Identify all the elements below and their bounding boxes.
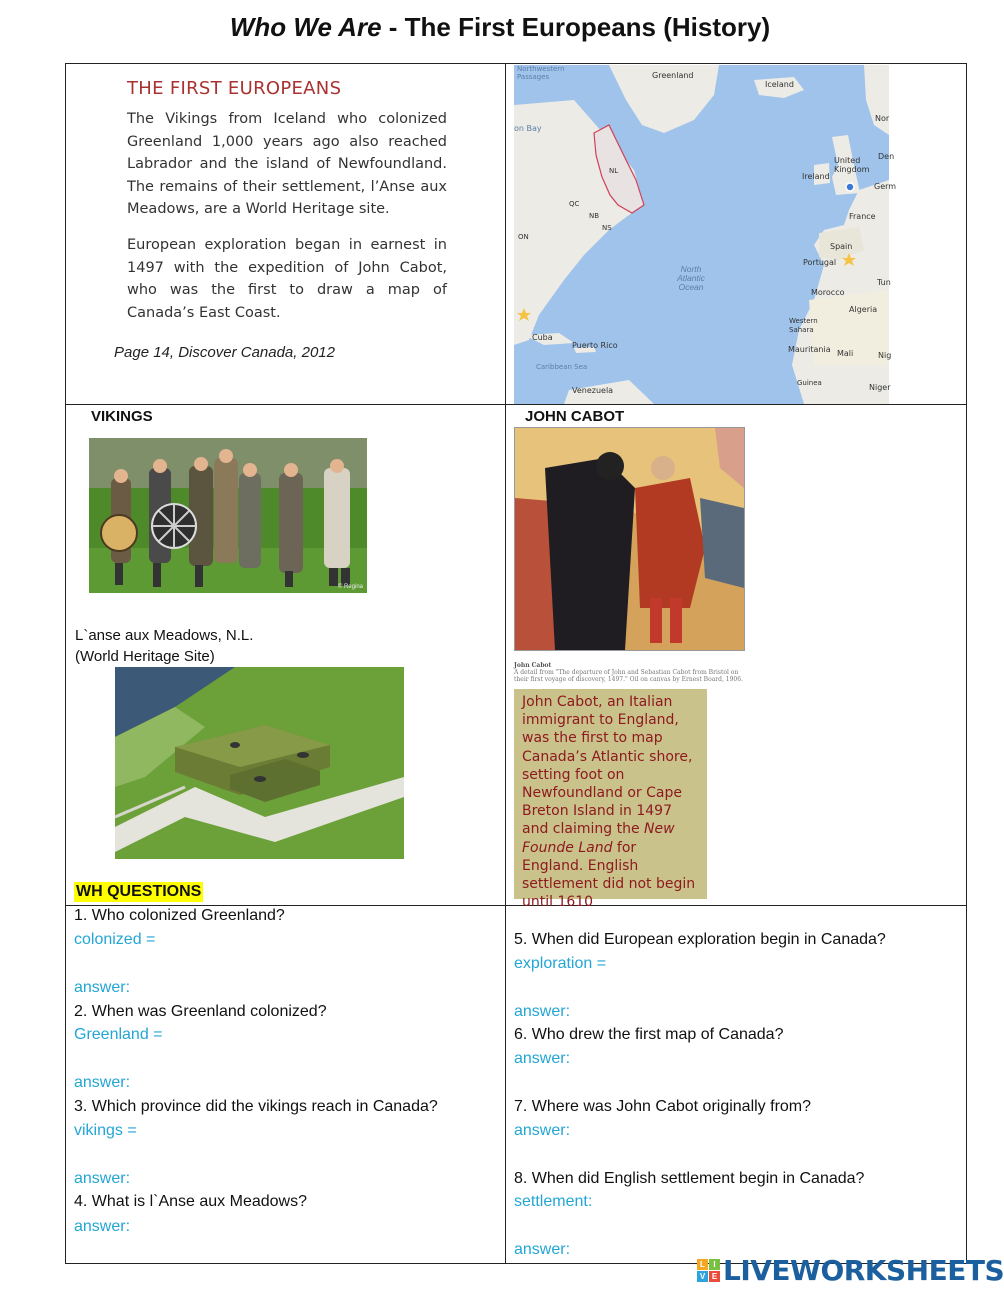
anse-aux-meadows-illustration (115, 667, 404, 859)
question-2: 2. When was Greenland colonized? (74, 1003, 327, 1020)
question-7: 7. Where was John Cabot originally from? (514, 1098, 812, 1115)
question-6: 6. Who drew the first map of Canada? (514, 1026, 784, 1043)
page-title (0, 12, 1000, 43)
map-label-niger: Niger (869, 383, 891, 392)
map-label-on: ON (518, 233, 529, 241)
map-label-mali: Mali (837, 349, 854, 358)
scandinavia-shape (864, 65, 889, 135)
question-5-answer[interactable]: answer: (514, 1003, 571, 1020)
column-divider (505, 63, 506, 1264)
vikings-photo (89, 438, 367, 593)
liveworksheets-logo[interactable] (697, 1254, 1004, 1286)
cabot-label: JOHN CABOT (525, 408, 625, 425)
map-label-france: France (849, 212, 876, 221)
cabot-painting-illustration (515, 428, 744, 650)
map-label-nw-passages: Northwestern Passages (517, 65, 565, 81)
row-divider-1 (65, 404, 967, 405)
map-label-nor: Nor (875, 114, 890, 123)
logo-glyph-l: L (697, 1259, 708, 1270)
question-3-answer[interactable]: answer: (74, 1170, 131, 1187)
book-citation: Page 14, Discover Canada, 2012 (114, 344, 335, 361)
question-1: 1. Who colonized Greenland? (74, 907, 285, 924)
map-label-algeria: Algeria (849, 305, 878, 314)
question-2-answer[interactable]: answer: (74, 1074, 131, 1091)
site-caption-line-2: (World Heritage Site) (75, 648, 215, 665)
ocean-line-2: Atlantic (677, 273, 705, 283)
map-label-venezuela: Venezuela (572, 386, 614, 395)
map-label-greenland: Greenland (652, 71, 694, 80)
cabot-small-caption-text: A detail from "The departure of John and Sebastian Cabot from Bristol on their first voyage of discovery, 1497." Oil on canvas by Ernest Board, 1906. (514, 669, 743, 683)
question-8: 8. When did English settlement begin in Canada? (514, 1170, 865, 1187)
title-italic: Who We Are (229, 12, 382, 42)
map-label-nb: NB (589, 212, 600, 220)
map-label-morocco: Morocco (811, 288, 845, 297)
cabot-painting (514, 427, 745, 651)
logo-glyph-i: I (709, 1259, 720, 1270)
map-label-mauritania: Mauritania (788, 345, 831, 354)
north-america-shape (514, 100, 644, 345)
map-label-spain: Spain (830, 242, 853, 251)
map-label-portugal: Portugal (803, 258, 837, 267)
map-label-tun: Tun (877, 278, 891, 287)
row-divider-2 (65, 905, 967, 906)
question-3-blank[interactable]: vikings = (74, 1122, 137, 1139)
map-label-ocean (666, 265, 716, 292)
map-label-puerto-rico: Puerto Rico (572, 341, 618, 350)
map-label-ireland: Ireland (802, 172, 830, 181)
cabot-box-text-2: for England. English settlement did not begin until 1610 (522, 839, 696, 911)
map-label-germ: Germ (874, 182, 897, 191)
map-label-nig: Nig (878, 351, 892, 360)
vikings-illustration (89, 438, 367, 593)
cabot-info-box (514, 689, 707, 911)
question-4-answer[interactable]: answer: (74, 1218, 131, 1235)
anse-aux-meadows-photo (115, 667, 404, 859)
question-8-answer[interactable]: answer: (514, 1241, 571, 1258)
book-paragraph-1: The Vikings from Iceland who colonized Greenland 1,000 years ago also reached Labrador and the island of Newfoundland. The remains of their settlement, l’Anse aux Meadows, are a World Heritage site. (127, 111, 447, 218)
atlantic-map (514, 65, 897, 404)
question-2-blank[interactable]: Greenland = (74, 1026, 163, 1043)
map-label-uk: United Kingdom (834, 156, 870, 174)
question-5: 5. When did European exploration begin in Canada? (514, 931, 886, 948)
map-label-qc: QC (569, 200, 580, 208)
cabot-small-caption (514, 662, 749, 683)
question-7-answer[interactable]: answer: (514, 1122, 571, 1139)
map-land-shapes (514, 65, 892, 404)
ocean-line-3: Ocean (678, 282, 704, 292)
map-label-den: Den (878, 152, 895, 161)
vikings-photo-credit: © Regina (337, 584, 363, 590)
ocean-line-1: North (680, 264, 702, 274)
map-label-guinea: Guinea (797, 379, 822, 387)
map-label-iceland: Iceland (765, 80, 794, 89)
book-heading: THE FIRST EUROPEANS (127, 78, 342, 99)
logo-glyph-v: V (697, 1271, 708, 1282)
location-marker (846, 183, 854, 191)
site-caption-line-1: L`anse aux Meadows, N.L. (75, 627, 254, 644)
question-1-answer[interactable]: answer: (74, 979, 131, 996)
logo-text: LIVEWORKSHEETS (723, 1253, 1004, 1287)
wh-questions-heading: WH QUESTIONS (76, 883, 202, 900)
map-label-nl: NL (609, 167, 619, 175)
vikings-label: VIKINGS (91, 408, 153, 425)
map-label-cuba: Cuba (532, 333, 553, 342)
site-caption (75, 625, 253, 667)
cabot-small-title: John Cabot (514, 662, 552, 669)
question-5-blank[interactable]: exploration = (514, 955, 607, 972)
title-rest: - The First Europeans (History) (381, 12, 771, 42)
map-label-caribbean: Caribbean Sea (536, 363, 588, 371)
logo-icon (697, 1259, 720, 1282)
map-label-ns: NS (602, 224, 612, 232)
logo-glyph-e: E (709, 1271, 720, 1282)
question-1-blank[interactable]: colonized = (74, 931, 156, 948)
cabot-box-italic: New Founde Land (522, 821, 675, 856)
question-6-answer[interactable]: answer: (514, 1050, 571, 1067)
question-4: 4. What is l`Anse aux Meadows? (74, 1193, 307, 1210)
question-3: 3. Which province did the vikings reach in Canada? (74, 1098, 438, 1115)
map-label-on-bay: on Bay (514, 124, 542, 133)
question-8-blank[interactable]: settlement: (514, 1193, 593, 1210)
map-label-western-sahara: Western Sahara (789, 317, 818, 334)
cabot-box-text-1: John Cabot, an Italian immigrant to England, was the first to map Canada’s Atlantic shore, setting foot on Newfoundland or Cape Breton Island in 1497 and claiming the (522, 694, 693, 838)
book-paragraph-2: European exploration began in earnest in 1497 with the expedition of John Cabot, who was the first to draw a map of Canada’s East Coast. (127, 237, 447, 321)
